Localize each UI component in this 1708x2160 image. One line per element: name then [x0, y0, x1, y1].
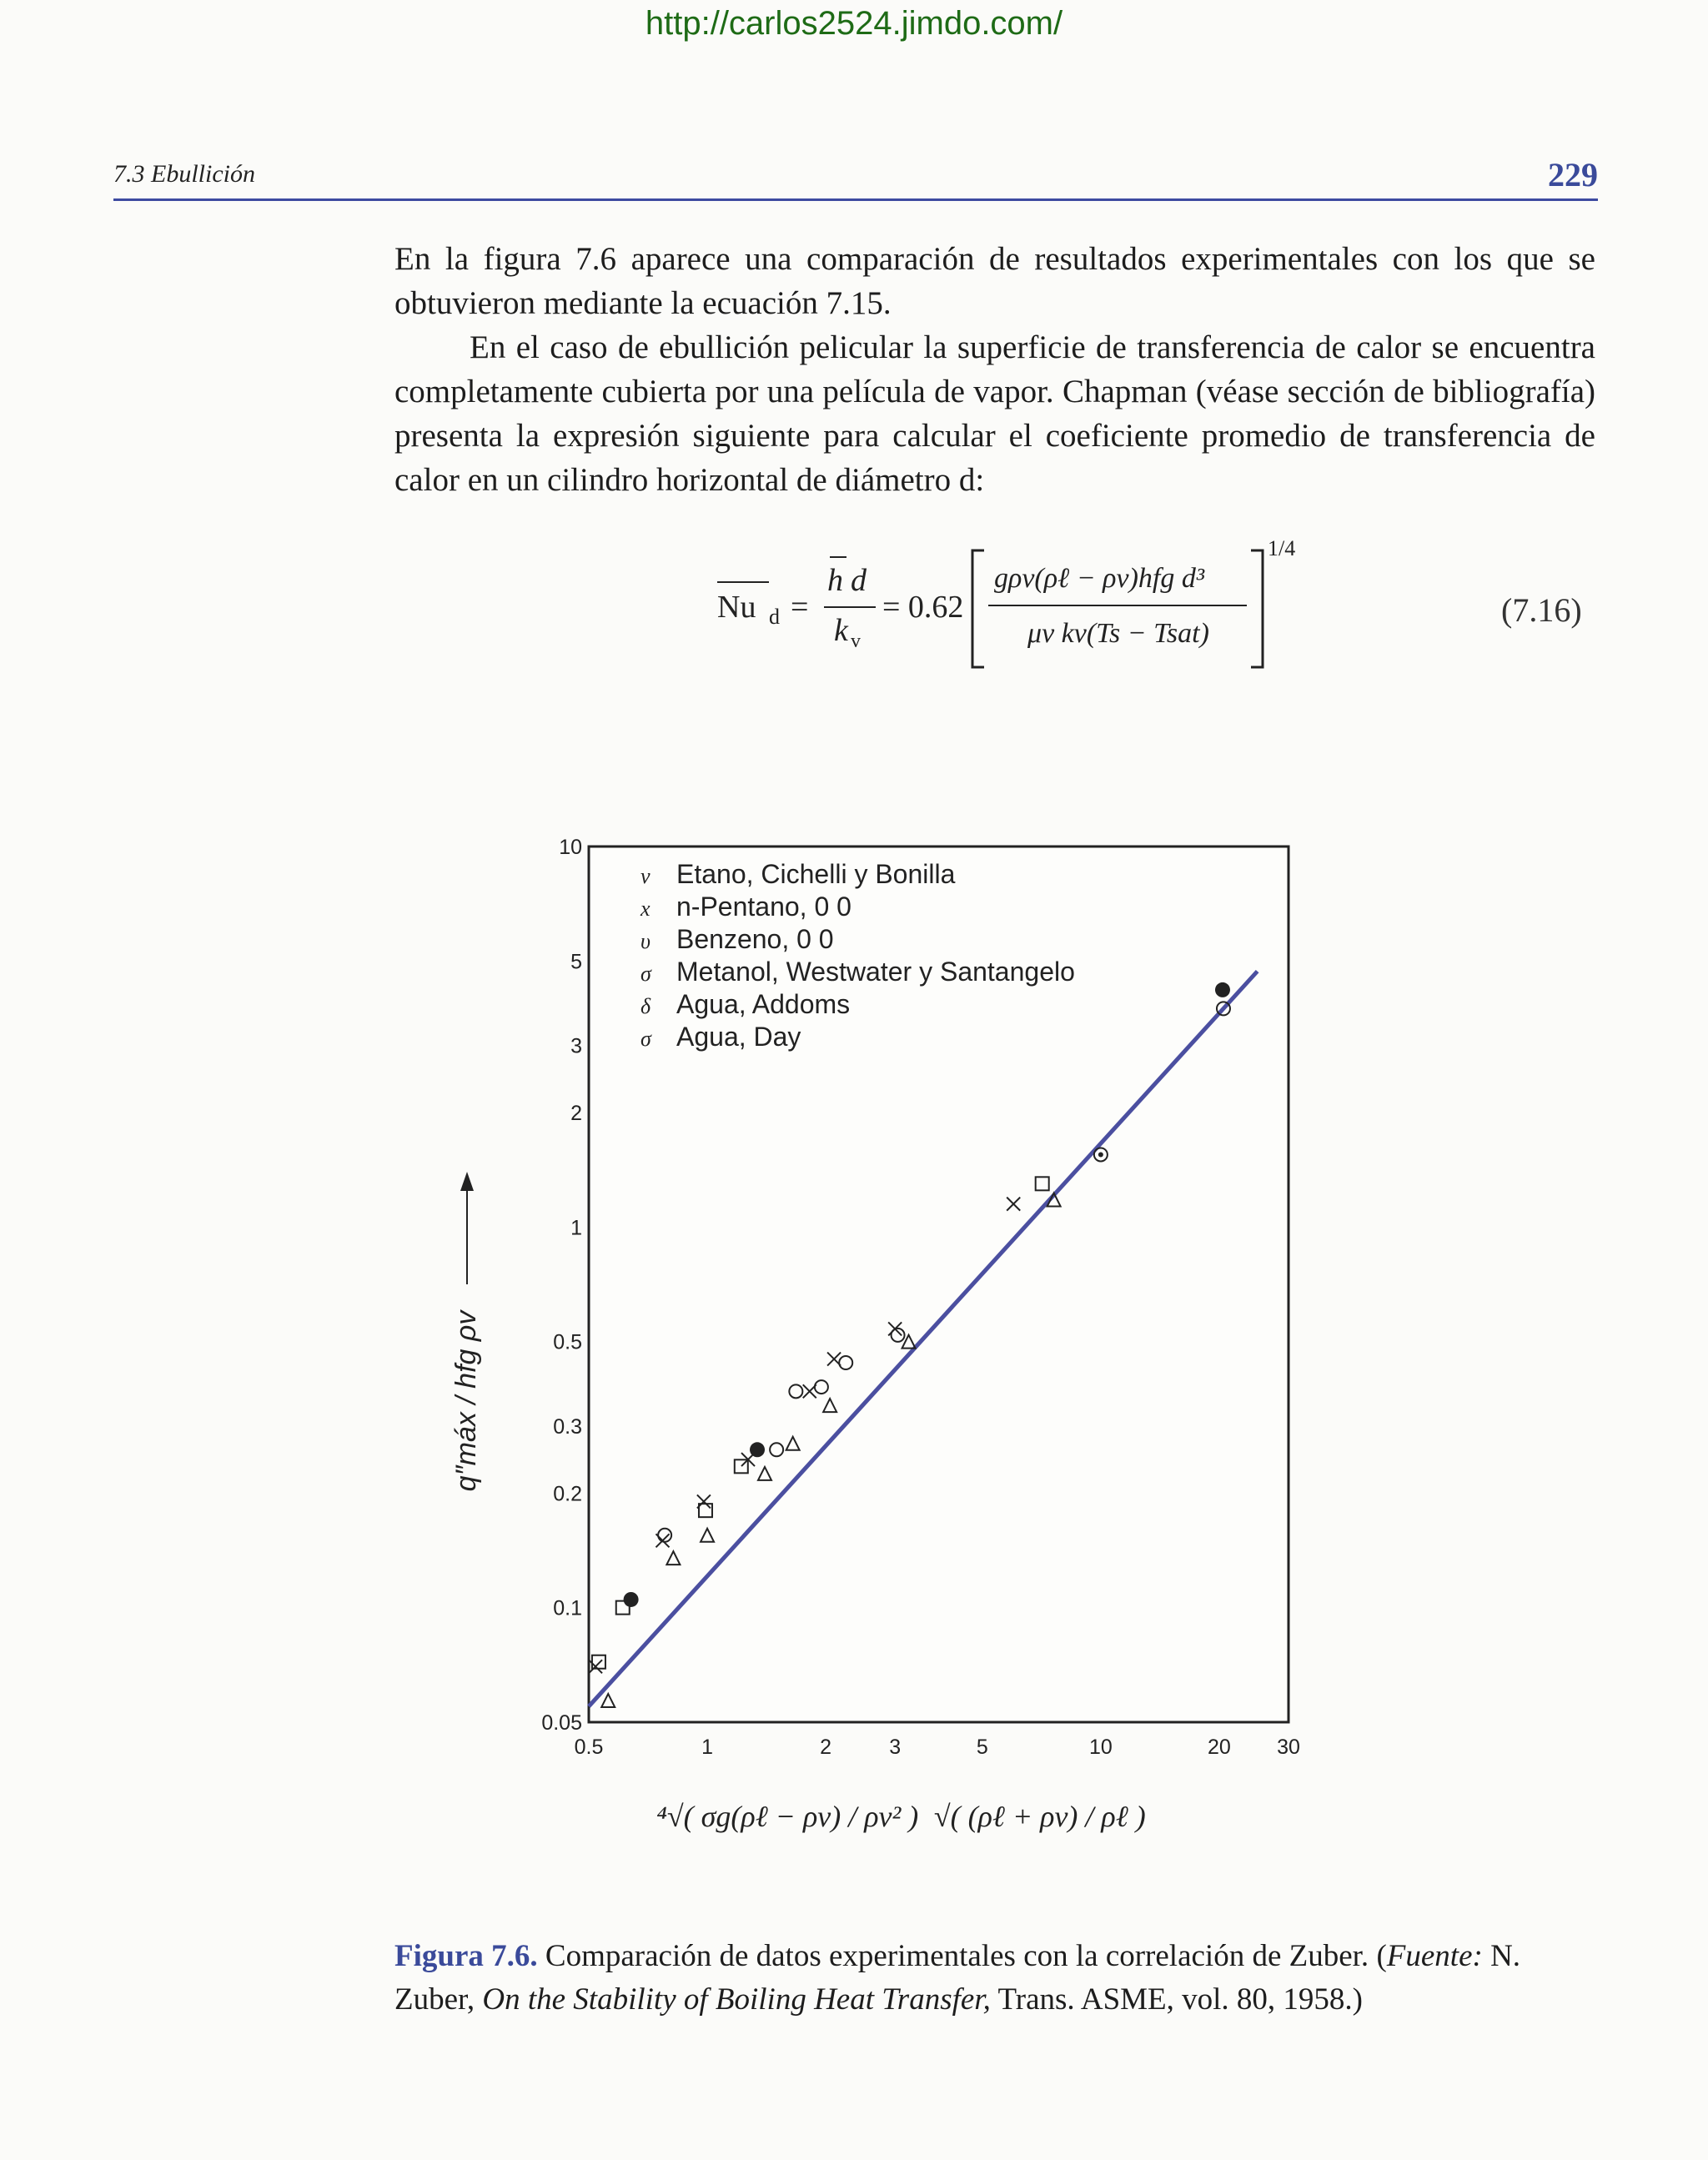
legend-entry: Metanol, Westwater y Santangelo: [676, 957, 1075, 987]
paragraph-1: En la figura 7.6 aparece una comparación de resultados experimentales con los que se obtuvieron mediante la ecuación 7.15.: [394, 241, 1595, 321]
legend-entry: Agua, Day: [676, 1022, 801, 1052]
x-tick-label: 5: [976, 1736, 988, 1759]
y-tick-label: 10: [559, 836, 582, 859]
y-axis-arrow-head: [460, 1172, 474, 1191]
filled-dot-marker: [750, 1442, 765, 1457]
eq-lhs: Nu: [717, 590, 756, 625]
y-tick-label: 5: [570, 950, 582, 974]
caption-text: Comparación de datos experimentales con la correlación de Zuber.: [545, 1939, 1369, 1973]
legend-symbol: x: [640, 897, 651, 921]
data-point: [1215, 982, 1230, 997]
y-tick-label: 0.5: [553, 1330, 582, 1354]
caption-label: Figura 7.6.: [394, 1939, 538, 1973]
equation-7-16: [717, 534, 1318, 684]
eq-kv-sub: v: [851, 630, 861, 652]
eq-numerator: gρv(ρℓ − ρv)hfg d³: [994, 563, 1205, 594]
x-axis-label-right: √( (ρℓ + ρv) / ρℓ ): [933, 1800, 1146, 1833]
eq-denominator: μv kv(Ts − Tsat): [1027, 618, 1209, 649]
legend-entry: n-Pentano, 0 0: [676, 892, 851, 922]
y-tick-label: 0.05: [541, 1711, 582, 1735]
running-head: [113, 156, 1598, 200]
legend-symbol: ν: [640, 864, 651, 888]
equation-number: (7.16): [1501, 591, 1582, 629]
x-tick-label: 3: [889, 1736, 902, 1759]
x-axis-label-left: ⁴√( σg(ρℓ − ρv) / ρv² ): [656, 1800, 919, 1833]
center-dot: [1098, 1152, 1103, 1157]
eq-exponent: 1/4: [1268, 536, 1296, 560]
x-tick-label: 10: [1088, 1736, 1113, 1759]
legend-symbol: δ: [640, 994, 651, 1018]
chart-legend: [622, 851, 1101, 1057]
y-tick-label: 3: [570, 1034, 582, 1058]
y-tick-label: 2: [570, 1101, 582, 1125]
svg-text:=: =: [791, 590, 809, 625]
legend-entry: Benzeno, 0 0: [676, 924, 834, 954]
caption-author: N. Zuber,: [394, 1939, 1521, 2017]
section-title: 7.3 Ebullición: [113, 160, 255, 188]
data-point: [750, 1442, 765, 1457]
caption-source-rest: Trans. ASME, vol. 80, 1958.): [997, 1982, 1364, 2017]
legend-symbol: σ: [640, 1027, 651, 1051]
filled-dot-marker: [624, 1592, 639, 1607]
eq-kv: k: [834, 613, 848, 648]
x-tick-label: 30: [1277, 1736, 1300, 1759]
legend-entry: Etano, Cichelli y Bonilla: [676, 859, 956, 889]
x-tick-label: 1: [701, 1736, 713, 1759]
legend-symbol: υ: [640, 929, 651, 953]
eq-d: d: [851, 563, 867, 598]
header-url[interactable]: http://carlos2524.jimdo.com/: [645, 5, 1063, 42]
filled-dot-marker: [1215, 982, 1230, 997]
y-tick-label: 0.2: [553, 1482, 582, 1506]
eq-lhs-sub: d: [769, 605, 780, 629]
y-tick-label: 0.3: [553, 1414, 582, 1439]
header-rule: [113, 198, 1598, 201]
x-tick-label: 20: [1208, 1736, 1231, 1759]
caption-source-open: (: [1376, 1939, 1387, 1973]
zuber-correlation-chart: [400, 817, 1343, 1926]
y-axis-label: q″máx / hfg ρv: [450, 1310, 482, 1492]
data-point: [624, 1592, 639, 1607]
x-tick-label: 0.5: [574, 1736, 604, 1759]
caption-source-title: On the Stability of Boiling Heat Transfer,: [482, 1982, 991, 2017]
figure-caption: [394, 1935, 1595, 2022]
paragraph-2: En el caso de ebullición pelicular la superficie de transferencia de calor se encuentra completamente cubierta por una película de vapor. Chapman (véase sección de bibliografía) presenta la expresión siguiente para calcular el coeficiente promedio de transferencia de calor en un cilindro horizontal de diámetro d:: [394, 329, 1595, 498]
eq-coefficient: = 0.62: [882, 590, 964, 625]
eq-h: h: [827, 563, 843, 598]
x-tick-label: 2: [820, 1736, 832, 1759]
legend-entry: Agua, Addoms: [676, 989, 851, 1019]
page-number: 229: [1548, 156, 1598, 193]
legend-symbol: σ: [640, 962, 651, 986]
y-tick-label: 0.1: [553, 1596, 582, 1620]
caption-source-label: Fuente:: [1386, 1939, 1483, 1973]
y-tick-label: 1: [570, 1216, 582, 1240]
